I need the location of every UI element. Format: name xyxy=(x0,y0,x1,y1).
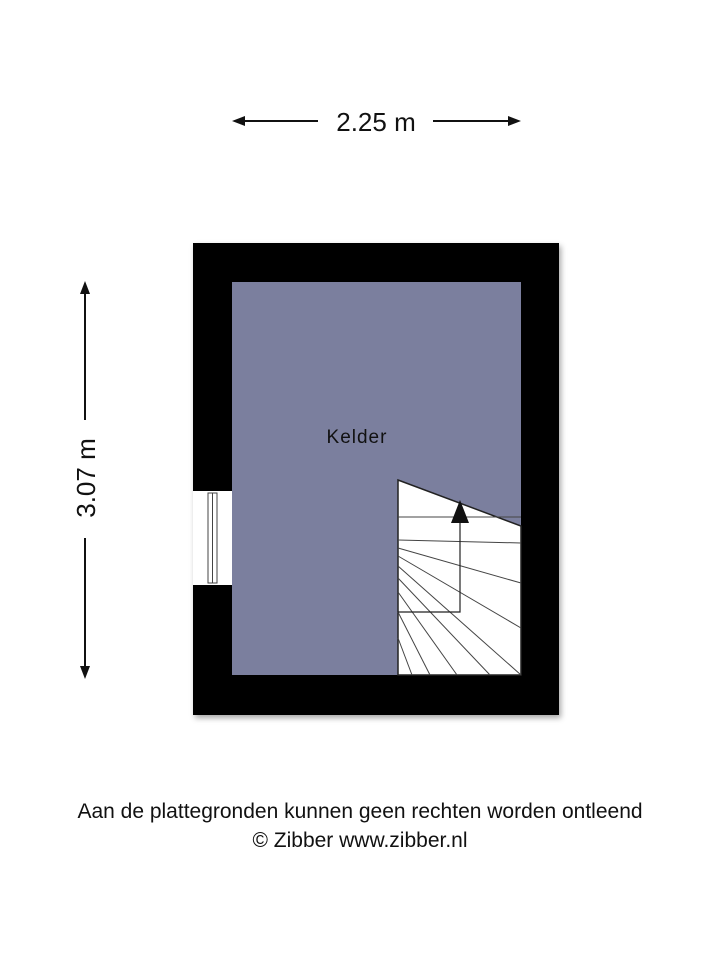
room-label: Kelder xyxy=(326,427,388,448)
disclaimer-text: Aan de plattegronden kunnen geen rechten worden ontleend xyxy=(77,800,643,823)
width-dimension xyxy=(232,107,521,137)
height-dimension xyxy=(71,281,101,679)
copyright-text: © Zibber www.zibber.nl xyxy=(252,829,468,852)
width-dimension-label: 2.25 m xyxy=(336,107,416,137)
window xyxy=(193,491,232,585)
height-dimension-label: 3.07 m xyxy=(71,438,101,518)
